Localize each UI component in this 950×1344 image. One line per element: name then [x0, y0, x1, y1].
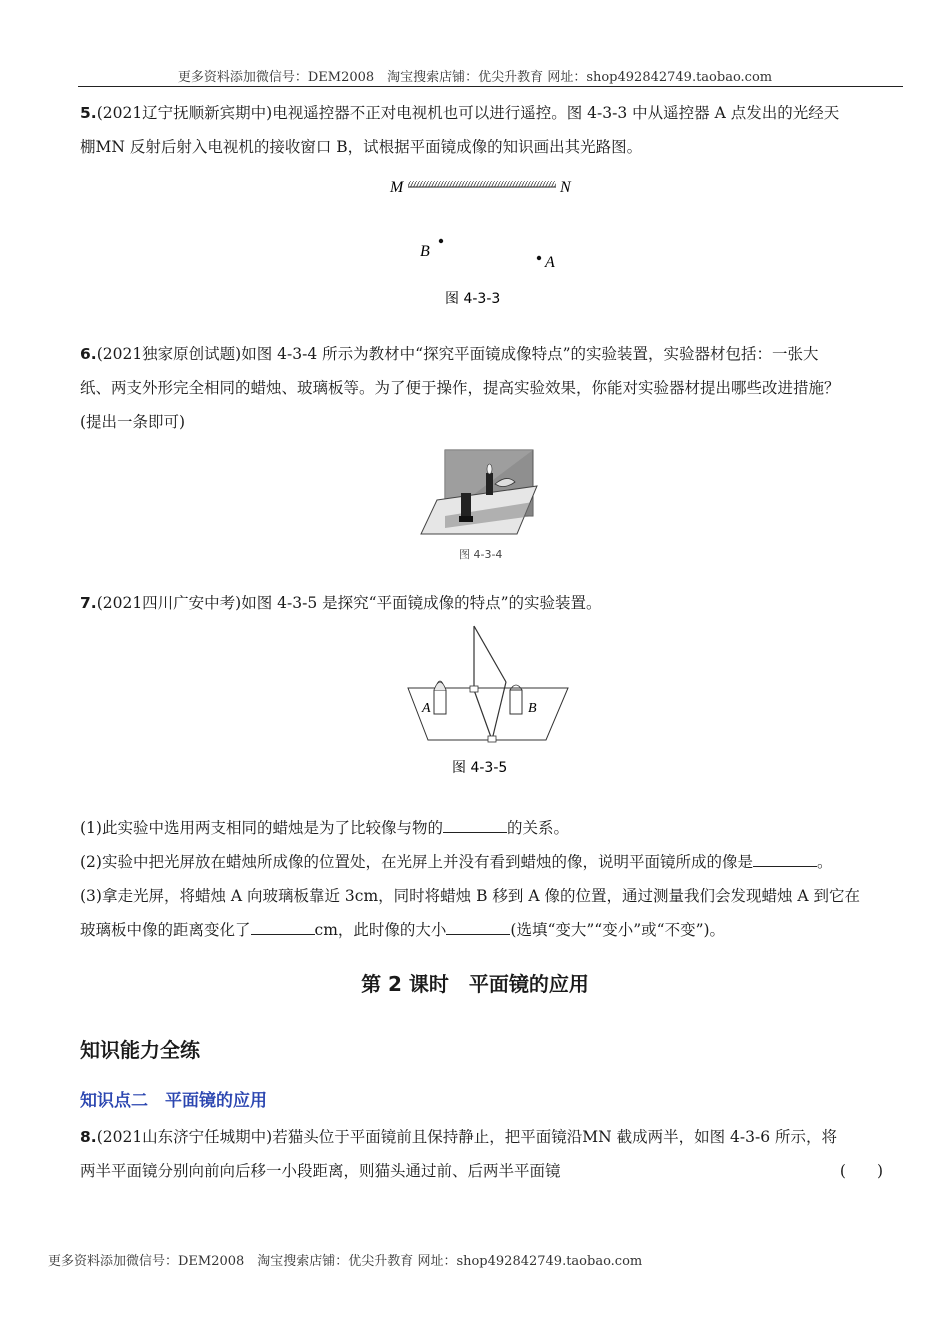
section-title: 知识能力全练	[80, 1038, 200, 1062]
figure-4-3-3	[380, 170, 590, 315]
subquestion-1: (1)此实验中选用两支相同的蜡烛是为了比较像与物的 的关系。	[80, 819, 569, 837]
subquestion-2: (2)实验中把光屏放在蜡烛所成像的位置处，在光屏上并没有看到蜡烛的像，说明平面镜所成的像是 。	[80, 853, 833, 871]
candle-b	[510, 690, 522, 714]
lesson-title: 第 2 课时 平面镜的应用	[361, 972, 589, 996]
label-a: A	[545, 254, 555, 271]
label-m: M	[390, 179, 404, 196]
flame-icon	[487, 464, 492, 474]
point-a	[537, 256, 541, 260]
page-footer: 更多资料添加微信号：DEM2008 淘宝搜索店铺：优尖升教育 网址：shop492842749.taobao.com	[48, 1254, 643, 1269]
candle-a	[434, 690, 446, 714]
page-header: 更多资料添加微信号：DEM2008 淘宝搜索店铺：优尖升教育 网址：shop492842749.taobao.com	[177, 70, 773, 85]
subquestion-3-continued: 玻璃板中像的距离变化了 cm，此时像的大小 (选填“变大”“变小”或“不变”)。	[80, 921, 726, 939]
point-b	[439, 239, 443, 243]
question-number: 7.	[80, 594, 97, 612]
question-text: (2021四川广安中考)如图 4-3-5 是探究“平面镜成像的特点”的实验装置。	[96, 594, 602, 612]
question-text: (2021山东济宁任城期中)若猫头位于平面镜前且保持静止，把平面镜沿MN 截成两半，如图 4-3-6 所示，将	[96, 1128, 838, 1146]
figure-4-3-4	[415, 448, 545, 568]
question-text: (2021辽宁抚顺新宾期中)电视遥控器不正对电视机也可以进行遥控。图 4-3-3 中从遥控器 A 点发出的光经天	[96, 104, 840, 122]
figure-4-3-5	[402, 622, 577, 782]
question-number: 6.	[80, 345, 97, 363]
label-a: A	[422, 701, 431, 716]
figure-caption: 图 4-3-4	[459, 548, 503, 561]
question-text: 纸、两支外形完全相同的蜡烛、玻璃板等。为了便于操作，提高实验效果，你能对实验器材提出哪些改进措施？	[80, 379, 840, 397]
answer-blank[interactable]	[753, 852, 817, 867]
answer-paren[interactable]: ( )	[839, 1162, 883, 1180]
question-number: 5.	[80, 104, 97, 122]
question-text: 两半平面镜分别向前向后移一小段距离，则猫头通过前、后两半平面镜	[80, 1162, 561, 1180]
table-sheet	[408, 688, 568, 740]
question-7	[80, 586, 895, 620]
question-6	[80, 337, 895, 439]
question-text: 棚MN 反射后射入电视机的接收窗口 B，试根据平面镜成像的知识画出其光路图。	[80, 138, 643, 156]
header-divider	[78, 86, 903, 87]
figure-caption: 图 4-3-5	[452, 760, 508, 776]
knowledge-point-title: 知识点二 平面镜的应用	[80, 1091, 267, 1111]
label-b: B	[420, 243, 430, 260]
ceiling-mn	[408, 181, 556, 187]
answer-blank[interactable]	[446, 920, 510, 935]
question-7-subparts	[80, 811, 895, 947]
question-text: (提出一条即可)	[80, 413, 186, 431]
flame-icon	[434, 682, 446, 690]
question-text: (2021独家原创试题)如图 4-3-4 所示为教材中“探究平面镜成像特点”的实验装置，实验器材包括：一张大	[96, 345, 819, 363]
label-b: B	[528, 701, 537, 716]
label-n: N	[560, 179, 571, 196]
question-number: 8.	[80, 1128, 97, 1146]
subquestion-3: (3)拿走光屏，将蜡烛 A 向玻璃板靠近 3cm，同时将蜡烛 B 移到 A 像的位置，通过测量我们会发现蜡烛 A 到它在	[80, 887, 861, 905]
candle-back	[486, 473, 493, 495]
question-5	[80, 96, 895, 164]
question-8	[80, 1120, 895, 1188]
answer-blank[interactable]	[443, 818, 507, 833]
figure-caption: 图 4-3-3	[445, 291, 501, 307]
answer-blank[interactable]	[251, 920, 315, 935]
